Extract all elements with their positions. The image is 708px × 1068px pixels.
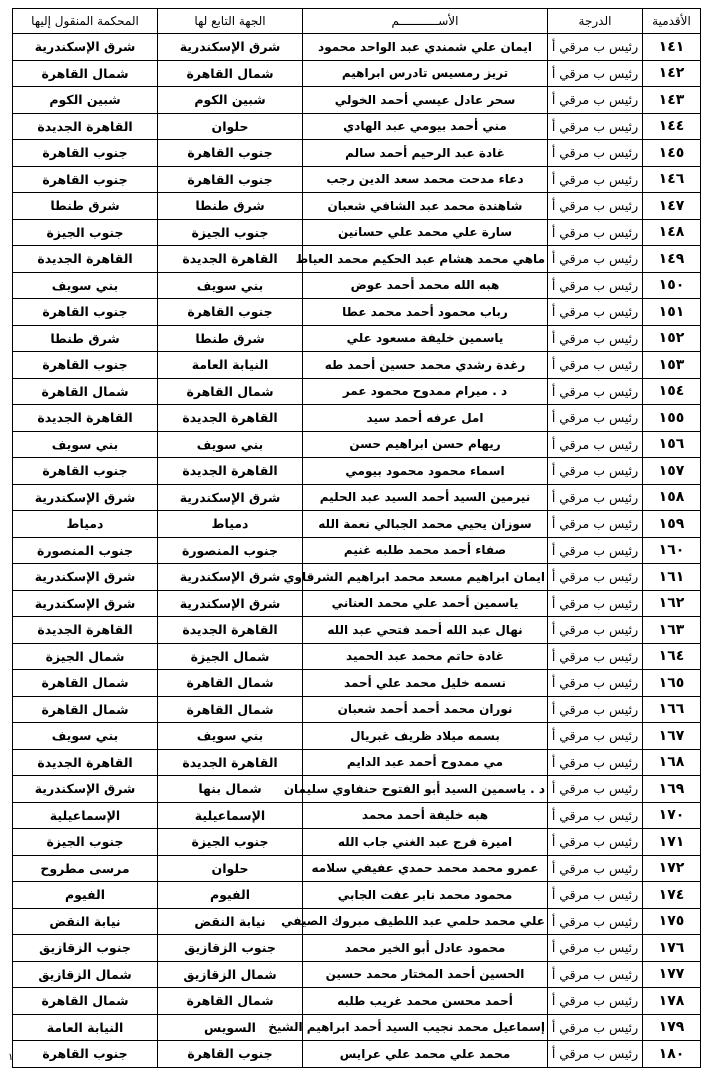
table-row [13, 1014, 701, 1041]
seniority-cell: ١٧٧ [643, 961, 701, 988]
table-row [13, 511, 701, 538]
header-transferred-to: المحكمة المنقول إليها [13, 9, 158, 34]
affiliation-cell: شمال الزقازيق [158, 961, 303, 988]
transferred-to-cell: النيابة العامة [13, 1014, 158, 1041]
grade-cell: رئيس ب مرقي أ [548, 299, 643, 326]
name-cell: أحمد محسن محمد غريب طلبه [303, 988, 548, 1015]
affiliation-cell: بني سويف [158, 723, 303, 750]
table-row [13, 87, 701, 114]
table-row [13, 935, 701, 962]
grade-cell: رئيس ب مرقي أ [548, 670, 643, 697]
affiliation-cell: شمال القاهرة [158, 988, 303, 1015]
grade-cell: رئيس ب مرقي أ [548, 1014, 643, 1041]
name-cell: رباب محمود أحمد محمد عطا [303, 299, 548, 326]
affiliation-cell: حلوان [158, 113, 303, 140]
affiliation-cell: القاهرة الجديدة [158, 246, 303, 273]
name-cell: علي محمد حلمي عبد اللطيف مبروك الصيفي [303, 908, 548, 935]
transferred-to-cell: جنوب القاهرة [13, 1041, 158, 1068]
affiliation-cell: الإسماعيلية [158, 802, 303, 829]
table-row [13, 193, 701, 220]
grade-cell: رئيس ب مرقي أ [548, 723, 643, 750]
name-cell: د . ميرام ممدوح محمود عمر [303, 378, 548, 405]
name-cell: غادة عبد الرحيم أحمد سالم [303, 140, 548, 167]
grade-cell: رئيس ب مرقي أ [548, 564, 643, 591]
transferred-to-cell: شمال القاهرة [13, 60, 158, 87]
table-row [13, 34, 701, 61]
grade-cell: رئيس ب مرقي أ [548, 219, 643, 246]
table-row [13, 405, 701, 432]
table-row [13, 458, 701, 485]
grade-cell: رئيس ب مرقي أ [548, 802, 643, 829]
transferred-to-cell: شمال القاهرة [13, 696, 158, 723]
name-cell: نسمه خليل محمد علي أحمد [303, 670, 548, 697]
table-row [13, 590, 701, 617]
affiliation-cell: القاهرة الجديدة [158, 405, 303, 432]
transferred-to-cell: شرق الإسكندرية [13, 590, 158, 617]
affiliation-cell: شبين الكوم [158, 87, 303, 114]
grade-cell: رئيس ب مرقي أ [548, 537, 643, 564]
grade-cell: رئيس ب مرقي أ [548, 166, 643, 193]
table-row [13, 166, 701, 193]
transferred-to-cell: الفيوم [13, 882, 158, 909]
seniority-cell: ١٥٢ [643, 325, 701, 352]
transferred-to-cell: شرق الإسكندرية [13, 564, 158, 591]
table-row [13, 961, 701, 988]
affiliation-cell: شرق الإسكندرية [158, 564, 303, 591]
grade-cell: رئيس ب مرقي أ [548, 458, 643, 485]
transferred-to-cell: جنوب القاهرة [13, 299, 158, 326]
grade-cell: رئيس ب مرقي أ [548, 1041, 643, 1068]
name-cell: ايمان علي شمندي عبد الواحد محمود [303, 34, 548, 61]
table-row [13, 988, 701, 1015]
affiliation-cell: دمياط [158, 511, 303, 538]
grade-cell: رئيس ب مرقي أ [548, 749, 643, 776]
affiliation-cell: جنوب الجيزة [158, 219, 303, 246]
seniority-cell: ١٤٩ [643, 246, 701, 273]
name-cell: ماهي محمد هشام عبد الحكيم محمد العياط [303, 246, 548, 273]
grade-cell: رئيس ب مرقي أ [548, 617, 643, 644]
transferred-to-cell: القاهرة الجديدة [13, 113, 158, 140]
transferred-to-cell: نيابة النقض [13, 908, 158, 935]
affiliation-cell: النيابة العامة [158, 352, 303, 379]
name-cell: نهال عبد الله أحمد فتحي عبد الله [303, 617, 548, 644]
grade-cell: رئيس ب مرقي أ [548, 855, 643, 882]
table-row [13, 617, 701, 644]
affiliation-cell: حلوان [158, 855, 303, 882]
name-cell: هبه خليفة أحمد محمد [303, 802, 548, 829]
transferred-to-cell: جنوب القاهرة [13, 140, 158, 167]
name-cell: امل عرفه أحمد سيد [303, 405, 548, 432]
seniority-cell: ١٦٢ [643, 590, 701, 617]
grade-cell: رئيس ب مرقي أ [548, 908, 643, 935]
transferred-to-cell: جنوب القاهرة [13, 352, 158, 379]
name-cell: نيرمين السيد أحمد السيد عبد الحليم [303, 484, 548, 511]
grade-cell: رئيس ب مرقي أ [548, 988, 643, 1015]
seniority-cell: ١٤٥ [643, 140, 701, 167]
affiliation-cell: الفيوم [158, 882, 303, 909]
seniority-cell: ١٦١ [643, 564, 701, 591]
seniority-cell: ١٦٥ [643, 670, 701, 697]
seniority-cell: ١٤٤ [643, 113, 701, 140]
seniority-cell: ١٤٧ [643, 193, 701, 220]
transferred-to-cell: بني سويف [13, 723, 158, 750]
table-row [13, 484, 701, 511]
affiliation-cell: بني سويف [158, 272, 303, 299]
seniority-cell: ١٦٨ [643, 749, 701, 776]
name-cell: هبه الله محمد أحمد عوض [303, 272, 548, 299]
affiliation-cell: شرق طنطا [158, 193, 303, 220]
affiliation-cell: شمال بنها [158, 776, 303, 803]
name-cell: إسماعيل محمد نجيب السيد أحمد ابراهيم الشيخ [303, 1014, 548, 1041]
transferred-to-cell: شمال القاهرة [13, 670, 158, 697]
table-row [13, 299, 701, 326]
transferred-to-cell: القاهرة الجديدة [13, 617, 158, 644]
name-cell: دعاء مدحت محمد سعد الدين رجب [303, 166, 548, 193]
grade-cell: رئيس ب مرقي أ [548, 405, 643, 432]
table-row [13, 140, 701, 167]
transferred-to-cell: شمال الزقازيق [13, 961, 158, 988]
seniority-cell: ١٥٥ [643, 405, 701, 432]
transferred-to-cell: بني سويف [13, 272, 158, 299]
grade-cell: رئيس ب مرقي أ [548, 829, 643, 856]
header-seniority: الأقدمية [643, 9, 701, 34]
seniority-cell: ١٦٠ [643, 537, 701, 564]
transferred-to-cell: شرق الإسكندرية [13, 484, 158, 511]
table-row [13, 378, 701, 405]
transfer-table [12, 8, 701, 1068]
seniority-cell: ١٥٦ [643, 431, 701, 458]
seniority-cell: ١٥٩ [643, 511, 701, 538]
seniority-cell: ١٧٤ [643, 882, 701, 909]
name-cell: بسمه ميلاد ظريف غبريال [303, 723, 548, 750]
affiliation-cell: شرق الإسكندرية [158, 590, 303, 617]
seniority-cell: ١٥٠ [643, 272, 701, 299]
seniority-cell: ١٥١ [643, 299, 701, 326]
seniority-cell: ١٤١ [643, 34, 701, 61]
table-row [13, 670, 701, 697]
table-row [13, 113, 701, 140]
affiliation-cell: جنوب الزقازيق [158, 935, 303, 962]
affiliation-cell: بني سويف [158, 431, 303, 458]
seniority-cell: ١٥٧ [643, 458, 701, 485]
grade-cell: رئيس ب مرقي أ [548, 352, 643, 379]
seniority-cell: ١٦٤ [643, 643, 701, 670]
seniority-cell: ١٦٦ [643, 696, 701, 723]
table-row [13, 219, 701, 246]
transferred-to-cell: شمال الجيزة [13, 643, 158, 670]
grade-cell: رئيس ب مرقي أ [548, 961, 643, 988]
name-cell: صفاء أحمد محمد طلبه غنيم [303, 537, 548, 564]
affiliation-cell: جنوب القاهرة [158, 140, 303, 167]
seniority-cell: ١٧٥ [643, 908, 701, 935]
table-row [13, 882, 701, 909]
affiliation-cell: شرق الإسكندرية [158, 484, 303, 511]
seniority-cell: ١٦٧ [643, 723, 701, 750]
grade-cell: رئيس ب مرقي أ [548, 776, 643, 803]
transferred-to-cell: جنوب الزقازيق [13, 935, 158, 962]
grade-cell: رئيس ب مرقي أ [548, 87, 643, 114]
name-cell: محمود عادل أبو الخير محمد [303, 935, 548, 962]
name-cell: غادة حاتم محمد عبد الحميد [303, 643, 548, 670]
affiliation-cell: شمال القاهرة [158, 60, 303, 87]
seniority-cell: ١٤٣ [643, 87, 701, 114]
grade-cell: رئيس ب مرقي أ [548, 511, 643, 538]
affiliation-cell: شمال القاهرة [158, 670, 303, 697]
table-row [13, 749, 701, 776]
grade-cell: رئيس ب مرقي أ [548, 325, 643, 352]
grade-cell: رئيس ب مرقي أ [548, 935, 643, 962]
transferred-to-cell: شبين الكوم [13, 87, 158, 114]
seniority-cell: ١٧٨ [643, 988, 701, 1015]
seniority-cell: ١٧٢ [643, 855, 701, 882]
seniority-cell: ١٤٢ [643, 60, 701, 87]
transferred-to-cell: جنوب القاهرة [13, 458, 158, 485]
table-row [13, 696, 701, 723]
table-body [13, 34, 701, 1068]
name-cell: ياسمين خليفة مسعود علي [303, 325, 548, 352]
name-cell: محمود محمد نابر عفت الجابي [303, 882, 548, 909]
table-row [13, 908, 701, 935]
affiliation-cell: السويس [158, 1014, 303, 1041]
table-row [13, 776, 701, 803]
grade-cell: رئيس ب مرقي أ [548, 113, 643, 140]
table-row [13, 246, 701, 273]
grade-cell: رئيس ب مرقي أ [548, 60, 643, 87]
name-cell: سحر عادل عيسي أحمد الخولي [303, 87, 548, 114]
table-row [13, 855, 701, 882]
name-cell: نوران محمد أحمد أحمد شعبان [303, 696, 548, 723]
header-affiliation: الجهة التابع لها [158, 9, 303, 34]
table-row [13, 325, 701, 352]
name-cell: ريهام حسن ابراهيم حسن [303, 431, 548, 458]
grade-cell: رئيس ب مرقي أ [548, 882, 643, 909]
grade-cell: رئيس ب مرقي أ [548, 140, 643, 167]
table-row [13, 537, 701, 564]
name-cell: سارة علي محمد علي حسانين [303, 219, 548, 246]
seniority-cell: ١٧١ [643, 829, 701, 856]
transferred-to-cell: جنوب المنصورة [13, 537, 158, 564]
transferred-to-cell: شرق الإسكندرية [13, 776, 158, 803]
table-row [13, 272, 701, 299]
grade-cell: رئيس ب مرقي أ [548, 643, 643, 670]
seniority-cell: ١٧٠ [643, 802, 701, 829]
name-cell: محمد علي محمد علي عرايس [303, 1041, 548, 1068]
seniority-cell: ١٦٣ [643, 617, 701, 644]
seniority-cell: ١٦٩ [643, 776, 701, 803]
transferred-to-cell: شرق طنطا [13, 325, 158, 352]
name-cell: ايمان ابراهيم مسعد محمد ابراهيم الشرقاوي [303, 564, 548, 591]
transferred-to-cell: شرق الإسكندرية [13, 34, 158, 61]
header-row [13, 9, 701, 34]
header-name: الأســـــــــــم [303, 9, 548, 34]
name-cell: ياسمين أحمد علي محمد العناني [303, 590, 548, 617]
seniority-cell: ١٥٨ [643, 484, 701, 511]
table-row [13, 564, 701, 591]
table-row [13, 802, 701, 829]
transferred-to-cell: جنوب الجيزة [13, 829, 158, 856]
grade-cell: رئيس ب مرقي أ [548, 696, 643, 723]
table-row [13, 643, 701, 670]
name-cell: مي ممدوح أحمد عبد الدايم [303, 749, 548, 776]
seniority-cell: ١٤٨ [643, 219, 701, 246]
affiliation-cell: القاهرة الجديدة [158, 617, 303, 644]
affiliation-cell: شرق الإسكندرية [158, 34, 303, 61]
grade-cell: رئيس ب مرقي أ [548, 246, 643, 273]
seniority-cell: ١٧٩ [643, 1014, 701, 1041]
affiliation-cell: شمال القاهرة [158, 696, 303, 723]
seniority-cell: ١٥٤ [643, 378, 701, 405]
transferred-to-cell: جنوب الجيزة [13, 219, 158, 246]
name-cell: د . ياسمين السيد أبو الفتوح حنفاوي سليمان [303, 776, 548, 803]
transferred-to-cell: مرسى مطروح [13, 855, 158, 882]
affiliation-cell: شمال الجيزة [158, 643, 303, 670]
affiliation-cell: جنوب الجيزة [158, 829, 303, 856]
seniority-cell: ١٥٣ [643, 352, 701, 379]
affiliation-cell: جنوب القاهرة [158, 1041, 303, 1068]
affiliation-cell: القاهرة الجديدة [158, 749, 303, 776]
table-row [13, 723, 701, 750]
grade-cell: رئيس ب مرقي أ [548, 484, 643, 511]
table-row [13, 352, 701, 379]
name-cell: عمرو محمد محمد حمدي عفيفي سلامه [303, 855, 548, 882]
seniority-cell: ١٨٠ [643, 1041, 701, 1068]
name-cell: تريز رمسيس تادرس ابراهيم [303, 60, 548, 87]
affiliation-cell: جنوب المنصورة [158, 537, 303, 564]
transferred-to-cell: جنوب القاهرة [13, 166, 158, 193]
header-grade: الدرجة [548, 9, 643, 34]
affiliation-cell: شرق طنطا [158, 325, 303, 352]
affiliation-cell: شمال القاهرة [158, 378, 303, 405]
name-cell: سوزان يحيي محمد الجبالي نعمة الله [303, 511, 548, 538]
grade-cell: رئيس ب مرقي أ [548, 272, 643, 299]
affiliation-cell: القاهرة الجديدة [158, 458, 303, 485]
transferred-to-cell: القاهرة الجديدة [13, 749, 158, 776]
page-number: ١ [8, 1052, 14, 1063]
table-row [13, 60, 701, 87]
name-cell: شاهندة محمد عبد الشافي شعبان [303, 193, 548, 220]
grade-cell: رئيس ب مرقي أ [548, 193, 643, 220]
name-cell: اسماء محمود محمود بيومي [303, 458, 548, 485]
transferred-to-cell: شمال القاهرة [13, 988, 158, 1015]
seniority-cell: ١٤٦ [643, 166, 701, 193]
grade-cell: رئيس ب مرقي أ [548, 431, 643, 458]
seniority-cell: ١٧٦ [643, 935, 701, 962]
grade-cell: رئيس ب مرقي أ [548, 378, 643, 405]
grade-cell: رئيس ب مرقي أ [548, 34, 643, 61]
name-cell: اميرة فرج عبد الغني جاب الله [303, 829, 548, 856]
table-row [13, 431, 701, 458]
name-cell: الحسين أحمد المختار محمد حسين [303, 961, 548, 988]
grade-cell: رئيس ب مرقي أ [548, 590, 643, 617]
table-row [13, 829, 701, 856]
affiliation-cell: جنوب القاهرة [158, 299, 303, 326]
affiliation-cell: نيابة النقض [158, 908, 303, 935]
table-row [13, 1041, 701, 1068]
transferred-to-cell: بني سويف [13, 431, 158, 458]
transferred-to-cell: شرق طنطا [13, 193, 158, 220]
name-cell: رغدة رشدي محمد حسين أحمد طه [303, 352, 548, 379]
transferred-to-cell: القاهرة الجديدة [13, 405, 158, 432]
name-cell: مني أحمد بيومي عبد الهادي [303, 113, 548, 140]
transferred-to-cell: الإسماعيلية [13, 802, 158, 829]
transferred-to-cell: القاهرة الجديدة [13, 246, 158, 273]
transferred-to-cell: شمال القاهرة [13, 378, 158, 405]
affiliation-cell: جنوب القاهرة [158, 166, 303, 193]
transferred-to-cell: دمياط [13, 511, 158, 538]
